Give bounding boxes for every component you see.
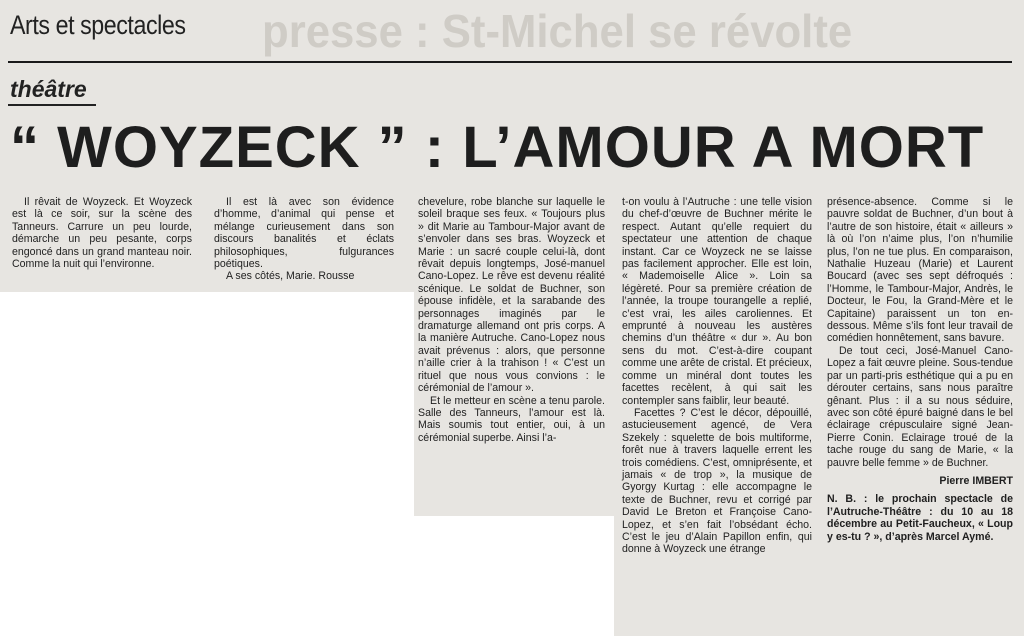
paragraph: Il est là avec son évidence d’homme, d’animal qui pense et mélange curieusement dans son discours banalités et éclats philosophiques, fulgurances poétiques.: [214, 196, 394, 271]
article-headline: “ WOYZECK ” : L’AMOUR A MORT: [10, 115, 985, 180]
paragraph: Facettes ? C’est le décor, dépouillé, astucieusement agencé, de Vera Szekely : squelette de bois multiforme, forêt nue à travers laquelle errent les trois comédiens. C’est, omniprésente, et jamais « de trop », la musique de Gyorgy Kurtag : elle accompagne le texte de Buchner, revu et corrigé par David Le Breton et Françoise Cano-Lopez, et s’en fait l’obsédant écho. C’est le jeu d’Alain Papillon enfin, qui donne à Woyzeck une étrange: [622, 406, 812, 556]
paragraph: Et le metteur en scène a tenu parole. Salle des Tanneurs, l’amour est là. Mais soumis tout entier, oui, à un cérémonial superbe. Ainsi l’a-: [418, 394, 605, 444]
header-rule: [8, 61, 1012, 63]
paragraph: t-on voulu à l’Autruche : une telle vision du chef-d’œuvre de Buchner mérite le respect. Autant qu’elle requiert du spectateur une attention de chaque instant. Car ce Woyzeck ne se laisse pas facilement approcher. Elle est loin, « Mademoiselle Alice ». Loin sa légèreté. Pour sa première création de l’année, la troupe tourangelle a replié, c’est vrai, les ailes caroliennes. Et emprunté à nouveau les austères chemins d’un théâtre « dur ». Au bon sens du mot. C’est-à-dire coupant comme une arête de cristal. Et précieux, comme un minéral dont toutes les facettes recèlent, à qui sait les contempler sans faiblir, leur beauté.: [622, 196, 812, 407]
article-column-3: [418, 196, 605, 444]
paragraph: présence-absence. Comme si le pauvre soldat de Buchner, d’un bout à l’autre de son histoire, était « ailleurs » là où l’on n’aime plus, l’on n’humilie plus, l’on ne tue plus. En comparaison, Nathalie Huzeau (Marie) et Laurent Boucard (avec ses sept défroqués : l’Homme, le Tambour-Major, Andrès, le Docteur, le Fou, la Grand-Mère et le Capitaine) paraissent un ton en-dessous. Même s’ils font leur travail de comédien honnêtement, sans bavure.: [827, 196, 1013, 345]
paragraph: chevelure, robe blanche sur laquelle le soleil braque ses feux. « Toujours plus » dit Marie au Tambour-Major avant de s’envoler dans ses bras. Woyzeck et Marie : un sacré couple celui-là, dont rêvait depuis longtemps, José-manuel Cano-Lopez. Le rêve est devenu réalité scénique. Le soldat de Buchner, son épouse infidèle, et la sarabande des personnages imaginés par le dramaturge allemand ont pris corps. A la manière Autruche. Cano-Lopez nous avait prévenus : alors, que personne n’aille crier à la trahison ! « C’est un rituel que nous vous convions : le cérémonial de l’amour ».: [418, 196, 605, 395]
paragraph: Il rêvait de Woyzeck. Et Woyzeck est là ce soir, sur la scène des Tanneurs. Carrure un peu lourde, démarche un peu pesante, corps engoncé dans un grand manteau noir. Comme la nuit qui l’environne.: [12, 196, 192, 271]
paragraph: De tout ceci, José-Manuel Cano-Lopez a fait œuvre pleine. Sous-tendue par un parti-pris esthétique qui a pu en dérouter certains, sans nous paraître gênant. Plus : il a su nous séduire, avec son côté épuré baigné dans le bel éclairage crépusculaire signé Jean-Pierre Conin. Eclairage troué de la tache rouge du sang de Marie, « la pauvre belle femme » de Buchner.: [827, 344, 1013, 469]
rubric-label: théâtre: [10, 76, 87, 102]
rubric-underline: [8, 104, 96, 106]
bleed-through-headline: presse : St-Michel se révolte: [262, 5, 853, 57]
article-column-1: [12, 196, 192, 270]
author-signature: Pierre IMBERT: [939, 474, 1013, 487]
article-column-4: [622, 196, 812, 556]
article-column-2: [214, 196, 394, 283]
article-column-5: [827, 196, 1013, 543]
paragraph: A ses côtés, Marie. Rousse: [226, 270, 355, 283]
section-title: Arts et spectacles: [10, 10, 186, 40]
editor-note: N. B. : le prochain spectacle de l’Autruche-Théâtre : du 10 au 18 décembre au Petit-Faucheux, « Loup y es-tu ? », d’après Marcel Aymé.: [827, 493, 1013, 543]
